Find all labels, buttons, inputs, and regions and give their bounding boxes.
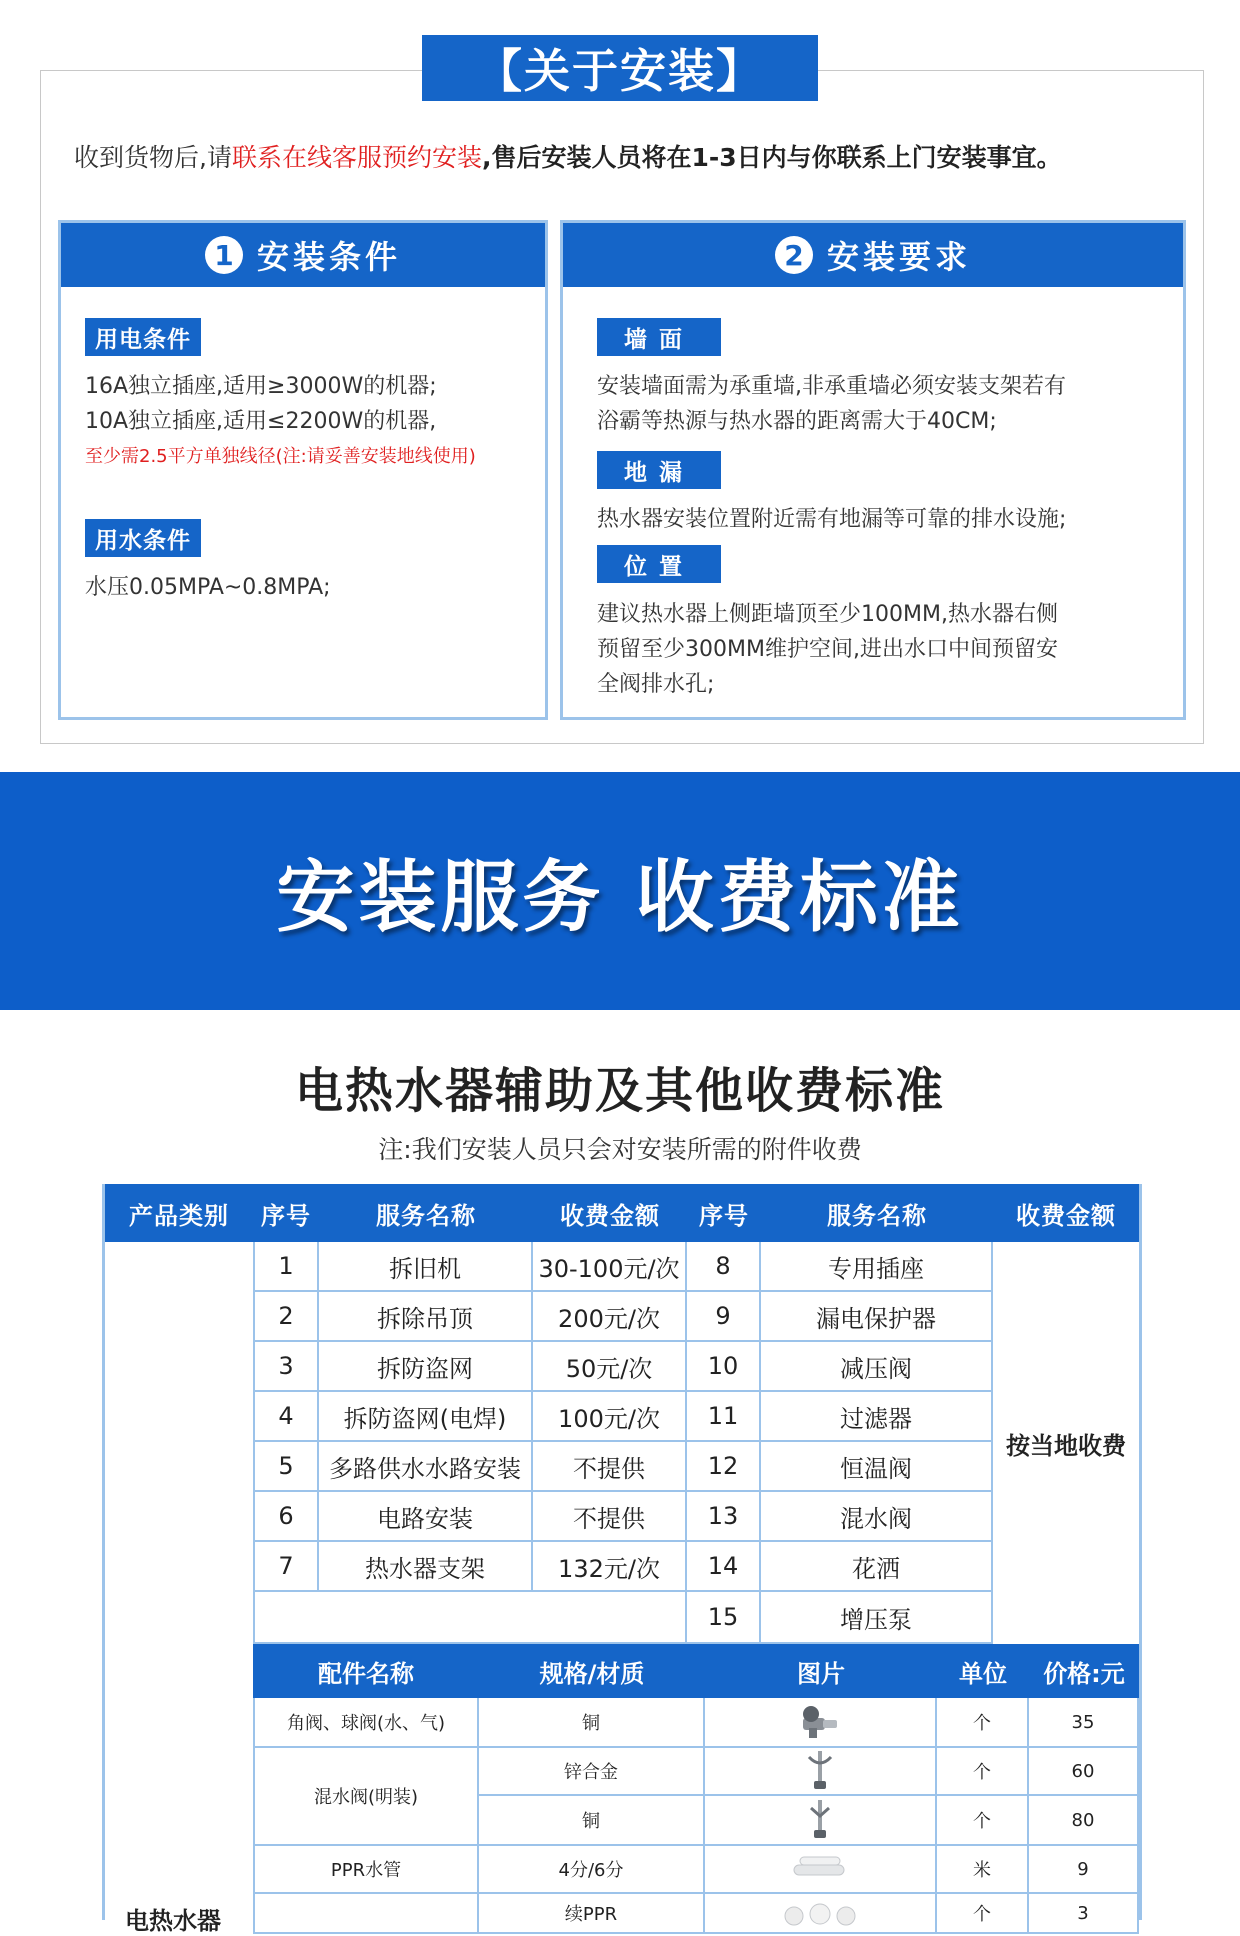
header-no: 序号 — [261, 1201, 311, 1230]
fee-table-header — [105, 1184, 1139, 1242]
mixing-valve-icon — [805, 1749, 835, 1793]
install-requirements-card — [560, 220, 1186, 720]
header-category: 产品类别 — [129, 1201, 229, 1230]
wall-line-1: 安装墙面需为承重墙,非承重墙必须安装支架若有 — [597, 374, 1066, 399]
table-row-6-fee: 不提供 — [533, 1492, 687, 1542]
parts-row-2-unit: 个 — [937, 1748, 1029, 1796]
parts-header-name: 配件名称 — [318, 1659, 414, 1688]
table-row-4-no: 4 — [253, 1392, 319, 1442]
parts-header-price: 价格:元 — [1043, 1659, 1125, 1688]
position-line-3: 全阀排水孔; — [597, 672, 715, 697]
drain-line: 热水器安装位置附近需有地漏等可靠的排水设施; — [597, 507, 1067, 532]
parts-row-3-unit: 个 — [937, 1796, 1029, 1846]
table-row-14-no: 14 — [687, 1542, 761, 1592]
parts-row-1-spec: 铜 — [479, 1698, 705, 1748]
ppr-pipe-icon — [790, 1851, 850, 1887]
table-row-10-no: 10 — [687, 1342, 761, 1392]
table-row-11-name: 过滤器 — [761, 1392, 993, 1442]
parts-row-1-unit: 个 — [937, 1698, 1029, 1748]
table-row-3-name: 拆防盗网 — [319, 1342, 533, 1392]
parts-row-3-image — [705, 1796, 937, 1846]
mixing-valve-icon — [805, 1798, 835, 1842]
card-title: 安装要求 — [826, 238, 971, 276]
notice-contact-service: 联系在线客服预约安装 — [231, 143, 482, 172]
parts-header-unit: 单位 — [959, 1659, 1007, 1688]
parts-row-2-spec: 锌合金 — [479, 1748, 705, 1796]
power-condition-tag: 用电条件 — [85, 318, 201, 356]
fee-standard-title: 电热水器辅助及其他收费标准 — [294, 1063, 945, 1119]
table-row-7-name: 热水器支架 — [319, 1542, 533, 1592]
table-row-15-no: 15 — [687, 1592, 761, 1644]
parts-row-1-image — [705, 1698, 937, 1748]
water-condition-tag: 用水条件 — [85, 519, 201, 557]
number-badge: 1 — [205, 236, 243, 274]
table-row-1-no: 1 — [253, 1242, 319, 1292]
table-row-5-no: 5 — [253, 1442, 319, 1492]
notice-suffix: ,售后安装人员将在1-3日内与你联系上门安装事宜。 — [481, 143, 1062, 172]
parts-table-header — [253, 1644, 1139, 1698]
drain-tag: 地漏 — [597, 451, 721, 489]
table-row-empty — [253, 1592, 687, 1644]
table-row-2-fee: 200元/次 — [533, 1292, 687, 1342]
local-fee-cell: 按当地收费 — [1006, 1431, 1126, 1460]
parts-row-5-unit: 个 — [937, 1894, 1029, 1934]
parts-row-4-spec: 4分/6分 — [479, 1846, 705, 1894]
power-note: 至少需2.5平方单独线径(注:请妥善安装地线使用) — [85, 446, 476, 467]
table-row-1-name: 拆旧机 — [319, 1242, 533, 1292]
table-row-8-no: 8 — [687, 1242, 761, 1292]
parts-row-4-name: PPR水管 — [253, 1846, 479, 1894]
position-line-2: 预留至少300MM维护空间,进出水口中间预留安 — [597, 637, 1058, 662]
parts-row-5-spec: 续PPR — [479, 1894, 705, 1934]
table-row-2-name: 拆除吊顶 — [319, 1292, 533, 1342]
parts-row-5-price: 3 — [1029, 1894, 1139, 1934]
power-line-1: 16A独立插座,适用≥3000W的机器; — [85, 374, 437, 399]
power-line-2: 10A独立插座,适用≤2200W的机器, — [85, 409, 437, 434]
table-row-12-no: 12 — [687, 1442, 761, 1492]
fee-banner — [0, 772, 1240, 1010]
table-row-5-fee: 不提供 — [533, 1442, 687, 1492]
parts-header-spec: 规格/材质 — [539, 1659, 645, 1688]
banner-title: 安装服务 收费标准 — [276, 853, 964, 943]
table-row-2-no: 2 — [253, 1292, 319, 1342]
notice-prefix: 收到货物后,请 — [74, 143, 232, 172]
card-header — [61, 223, 545, 287]
table-row-13-name: 混水阀 — [761, 1492, 993, 1542]
table-row-1-fee: 30-100元/次 — [533, 1242, 687, 1292]
fee-table — [102, 1184, 1142, 1935]
table-row-9-no: 9 — [687, 1292, 761, 1342]
header-fee-2: 收费金额 — [1016, 1201, 1116, 1230]
table-row-13-no: 13 — [687, 1492, 761, 1542]
fee-note: 注:我们安装人员只会对安装所需的附件收费 — [378, 1135, 862, 1164]
parts-row-2-price: 60 — [1029, 1748, 1139, 1796]
table-row-11-no: 11 — [687, 1392, 761, 1442]
water-line: 水压0.05MPA~0.8MPA; — [85, 575, 331, 600]
table-row-6-name: 电路安装 — [319, 1492, 533, 1542]
parts-row-1-price: 35 — [1029, 1698, 1139, 1748]
parts-row-4-unit: 米 — [937, 1846, 1029, 1894]
install-conditions-card — [58, 220, 548, 720]
header-no-2: 序号 — [699, 1201, 749, 1230]
table-row-7-fee: 132元/次 — [533, 1542, 687, 1592]
table-row-3-fee: 50元/次 — [533, 1342, 687, 1392]
number-badge: 2 — [775, 236, 813, 274]
header-fee: 收费金额 — [560, 1201, 660, 1230]
parts-row-3-price: 80 — [1029, 1796, 1139, 1846]
parts-row-2-image — [705, 1748, 937, 1796]
parts-row-5-image — [705, 1894, 937, 1934]
table-row-15-name: 增压泵 — [761, 1592, 993, 1644]
table-row-6-no: 6 — [253, 1492, 319, 1542]
install-title: 【关于安装】 — [422, 35, 818, 101]
table-row-5-name: 多路供水水路安装 — [319, 1442, 533, 1492]
wall-tag: 墙面 — [597, 318, 721, 356]
table-row-3-no: 3 — [253, 1342, 319, 1392]
header-service: 服务名称 — [376, 1201, 476, 1230]
table-row-7-no: 7 — [253, 1542, 319, 1592]
table-row-14-name: 花洒 — [761, 1542, 993, 1592]
table-row-4-name: 拆防盗网(电焊) — [319, 1392, 533, 1442]
table-row-12-name: 恒温阀 — [761, 1442, 993, 1492]
parts-header-image: 图片 — [797, 1659, 845, 1688]
position-tag: 位置 — [597, 545, 721, 583]
card-header — [563, 223, 1183, 287]
parts-row-2-name: 混水阀(明装) — [253, 1748, 479, 1846]
parts-row-4-image — [705, 1846, 937, 1894]
parts-row-3-spec: 铜 — [479, 1796, 705, 1846]
header-service-2: 服务名称 — [827, 1201, 927, 1230]
card-title: 安装条件 — [256, 238, 401, 276]
install-notice — [74, 138, 1174, 174]
parts-row-1-name: 角阀、球阀(水、气) — [253, 1698, 479, 1748]
pipe-fitting-icon — [780, 1898, 860, 1928]
parts-row-4-price: 9 — [1029, 1846, 1139, 1894]
table-row-10-name: 减压阀 — [761, 1342, 993, 1392]
parts-row-5-name — [253, 1894, 479, 1934]
product-category-label: 电热水器 — [125, 1907, 221, 1935]
position-line-1: 建议热水器上侧距墙顶至少100MM,热水器右侧 — [597, 602, 1058, 627]
table-row-9-name: 漏电保护器 — [761, 1292, 993, 1342]
table-row-4-fee: 100元/次 — [533, 1392, 687, 1442]
angle-valve-icon — [795, 1702, 845, 1742]
wall-line-2: 浴霸等热源与热水器的距离需大于40CM; — [597, 409, 997, 434]
table-row-8-name: 专用插座 — [761, 1242, 993, 1292]
